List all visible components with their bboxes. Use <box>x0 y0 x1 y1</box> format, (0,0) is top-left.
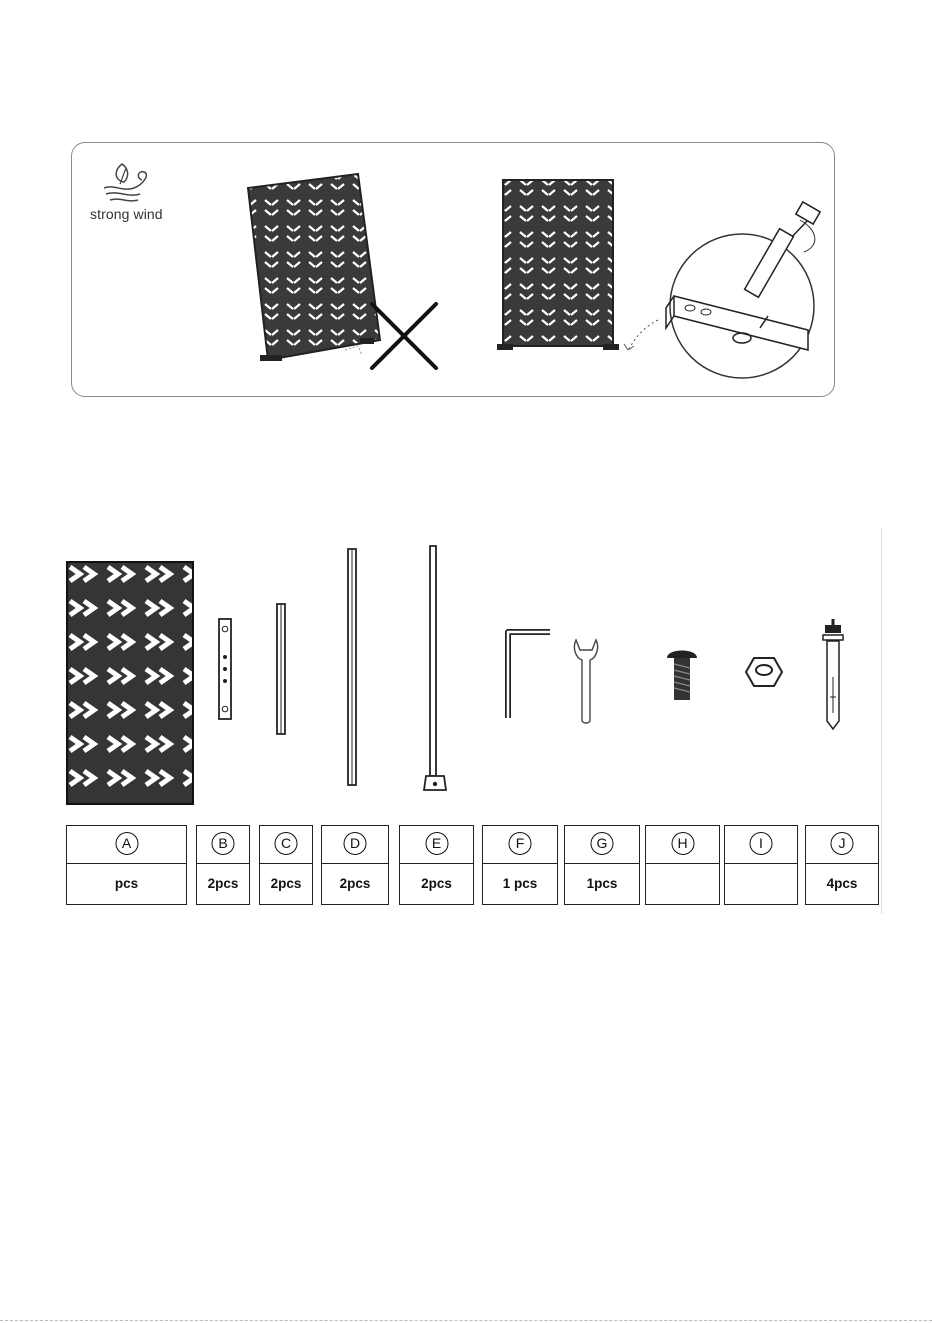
part-letter: G <box>591 832 614 855</box>
part-c-short-bar-image <box>272 602 290 736</box>
cell-divider <box>725 863 797 864</box>
part-cell-g <box>564 825 640 905</box>
part-letter: F <box>509 832 532 855</box>
cell-divider <box>260 863 312 864</box>
part-letter: E <box>425 832 448 855</box>
part-quantity: 2pcs <box>207 876 239 891</box>
wind-label: strong wind <box>90 206 163 222</box>
cell-divider <box>483 863 557 864</box>
part-letter: I <box>750 832 773 855</box>
part-letter: J <box>831 832 854 855</box>
part-cell-f <box>482 825 558 905</box>
part-cell-c <box>259 825 313 905</box>
cell-divider <box>646 863 719 864</box>
part-letter: C <box>275 832 298 855</box>
part-cell-h <box>645 825 720 905</box>
wrench-icon <box>568 636 604 726</box>
part-quantity: 2pcs <box>339 876 371 891</box>
page-bottom-edge <box>0 1320 932 1321</box>
part-letter: D <box>344 832 367 855</box>
part-e-post-image <box>420 544 450 796</box>
cell-divider <box>197 863 249 864</box>
anchor-bolt-icon <box>745 202 821 297</box>
part-letter: B <box>212 832 235 855</box>
part-b-connector-image <box>214 617 236 721</box>
cell-divider <box>322 863 388 864</box>
cell-divider <box>67 863 186 864</box>
nut-icon <box>742 654 786 690</box>
wind-icon <box>100 160 160 206</box>
anchor-bolt-icon <box>820 617 846 731</box>
hex-key-icon <box>500 626 554 722</box>
part-cell-j <box>805 825 879 905</box>
part-quantity: 1pcs <box>586 876 618 891</box>
cell-divider <box>806 863 878 864</box>
anchored-screen-illustration <box>495 176 620 356</box>
part-d-long-bar-image <box>342 547 362 787</box>
part-cell-b <box>196 825 250 905</box>
part-cell-e <box>399 825 474 905</box>
part-cell-a <box>66 825 187 905</box>
part-quantity: 1 pcs <box>502 876 538 891</box>
part-quantity: 2pcs <box>270 876 302 891</box>
anchor-bolt-detail-illustration <box>618 200 833 390</box>
part-quantity: 4pcs <box>826 876 858 891</box>
part-cell-i <box>724 825 798 905</box>
cell-divider <box>565 863 639 864</box>
cell-divider <box>400 863 473 864</box>
part-quantity: pcs <box>114 876 139 891</box>
part-letter: A <box>115 832 138 855</box>
bolt-icon <box>664 644 700 702</box>
part-letter: H <box>671 832 694 855</box>
part-quantity: 2pcs <box>421 876 452 891</box>
part-a-panel-image <box>66 561 194 805</box>
part-cell-d <box>321 825 389 905</box>
cross-icon <box>368 300 440 372</box>
